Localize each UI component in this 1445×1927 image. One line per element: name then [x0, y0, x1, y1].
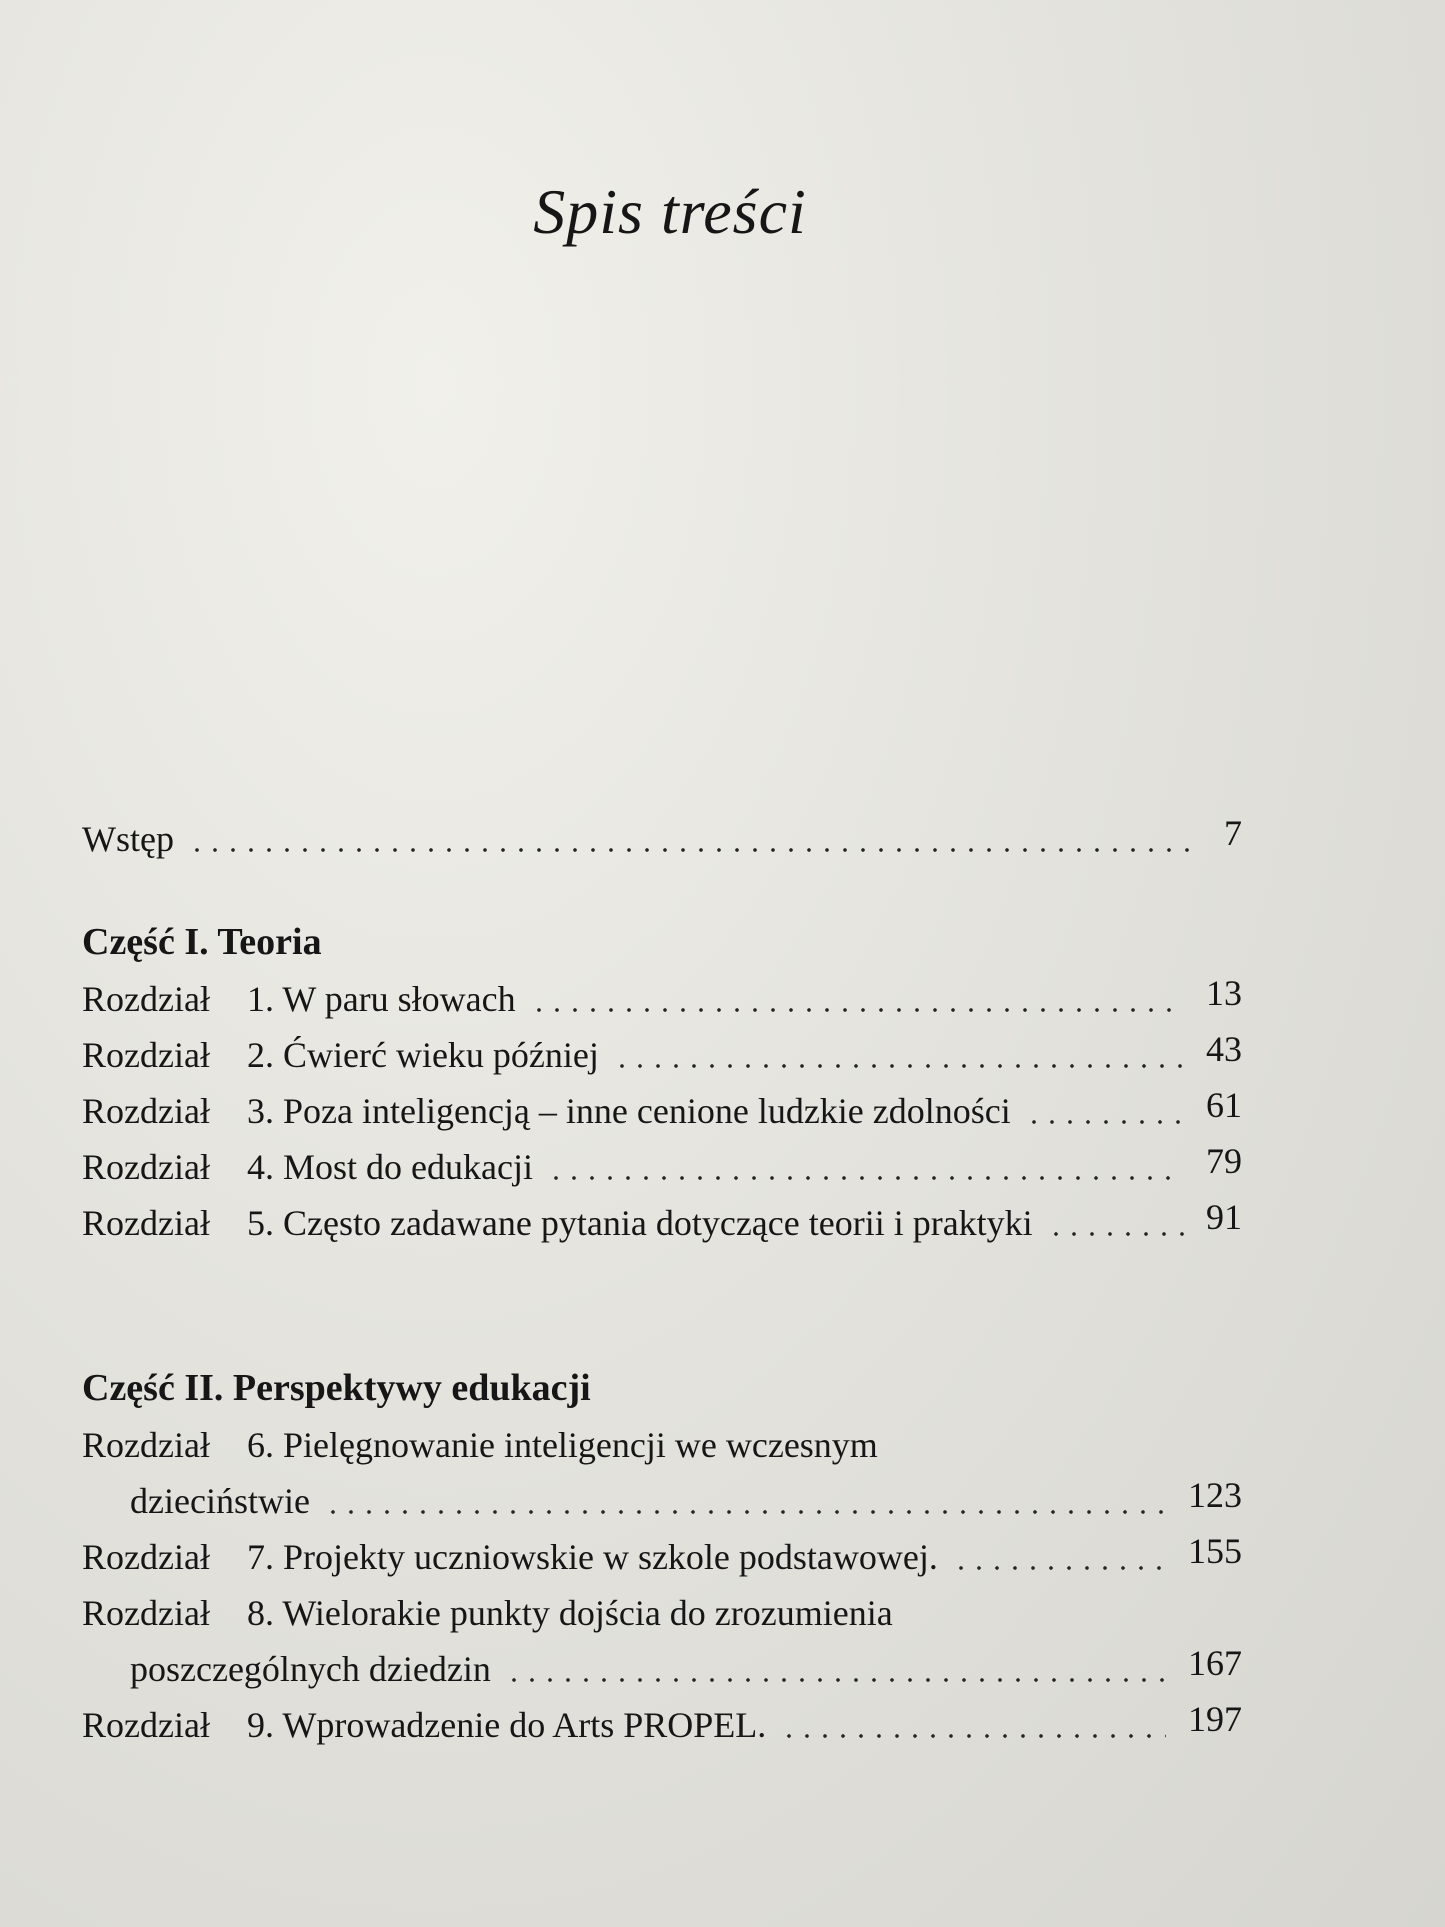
chapter-title: Poza inteligencją – inne cenione ludzkie zdolności — [283, 1091, 1011, 1131]
entry-page: 79 — [1206, 1141, 1242, 1181]
part-heading-2: Część II. Perspektywy edukacji — [82, 1367, 591, 1409]
entry-page: 7 — [1224, 813, 1242, 853]
chapter-title: Most do edukacji — [283, 1147, 533, 1187]
toc-entry-chapter[interactable] — [82, 1138, 1242, 1194]
chapter-label: Rozdział — [82, 1147, 210, 1187]
chapter-num: 6. — [247, 1425, 274, 1465]
part-heading-1: Część I. Teoria — [82, 921, 322, 963]
dot-leader — [188, 848, 1202, 852]
dot-leader — [324, 1510, 1166, 1514]
toc-entry-chapter[interactable] — [82, 1082, 1242, 1138]
chapter-label: Rozdział — [82, 1705, 210, 1745]
toc-entry-chapter[interactable] — [82, 970, 1242, 1026]
toc-entry-chapter[interactable] — [82, 1528, 1242, 1584]
toc-entry-chapter[interactable] — [82, 1194, 1242, 1250]
chapter-label: Rozdział — [82, 1593, 210, 1633]
toc-entry-front[interactable] — [82, 810, 1242, 866]
entry-page: 91 — [1206, 1197, 1242, 1237]
chapter-title: Wprowadzenie do Arts PROPEL. — [282, 1705, 767, 1745]
chapter-label: Rozdział — [82, 1425, 210, 1465]
chapter-title: Pielęgnowanie inteligencji we wczesnym — [283, 1425, 878, 1465]
chapter-title-continued: poszczególnych dziedzin — [130, 1649, 491, 1689]
dot-leader — [1025, 1120, 1184, 1124]
chapter-label: Rozdział — [82, 1091, 210, 1131]
chapter-num: 8. — [247, 1593, 274, 1633]
chapter-num: 9. — [247, 1705, 274, 1745]
entry-page: 155 — [1188, 1531, 1242, 1571]
chapter-label: Rozdział — [82, 1537, 210, 1577]
chapter-title: Często zadawane pytania dotyczące teorii i praktyki — [283, 1203, 1033, 1243]
entry-page: 123 — [1188, 1475, 1242, 1515]
chapter-title: Wielorakie punkty dojścia do zrozumienia — [282, 1593, 893, 1633]
chapter-num: 3. — [247, 1091, 274, 1131]
dot-leader — [613, 1064, 1184, 1068]
entry-page: 13 — [1206, 973, 1242, 1013]
dot-leader — [780, 1734, 1166, 1738]
dot-leader — [530, 1008, 1184, 1012]
chapter-label: Rozdział — [82, 1035, 210, 1075]
chapter-num: 1. — [247, 979, 274, 1019]
dot-leader — [505, 1678, 1166, 1682]
entry-page: 61 — [1206, 1085, 1242, 1125]
entry-page: 197 — [1188, 1699, 1242, 1739]
toc-entry-chapter-line1[interactable] — [82, 1416, 1242, 1472]
entry-page: 167 — [1188, 1643, 1242, 1683]
chapter-title-continued: dzieciństwie — [130, 1481, 310, 1521]
toc-entry-chapter-line2[interactable] — [82, 1640, 1242, 1696]
dot-leader — [547, 1176, 1184, 1180]
chapter-label: Rozdział — [82, 1203, 210, 1243]
chapter-title: Projekty uczniowskie w szkole podstawowej. — [283, 1537, 938, 1577]
entry-page: 43 — [1206, 1029, 1242, 1069]
toc-entry-chapter-line1[interactable] — [82, 1584, 1242, 1640]
chapter-title: Ćwierć wieku później — [283, 1035, 599, 1075]
chapter-num: 2. — [247, 1035, 274, 1075]
chapter-num: 7. — [247, 1537, 274, 1577]
toc-entry-chapter[interactable] — [82, 1696, 1242, 1752]
chapter-title: W paru słowach — [282, 979, 516, 1019]
toc-entry-chapter-line2[interactable] — [82, 1472, 1242, 1528]
table-of-contents — [82, 810, 1242, 1752]
dot-leader — [1047, 1232, 1184, 1236]
toc-entry-chapter[interactable] — [82, 1026, 1242, 1082]
dot-leader — [952, 1566, 1166, 1570]
chapter-label: Rozdział — [82, 979, 210, 1019]
chapter-num: 4. — [247, 1147, 274, 1187]
page-title: Spis treści — [533, 176, 807, 247]
entry-title: Wstęp — [82, 819, 174, 859]
chapter-num: 5. — [247, 1203, 274, 1243]
